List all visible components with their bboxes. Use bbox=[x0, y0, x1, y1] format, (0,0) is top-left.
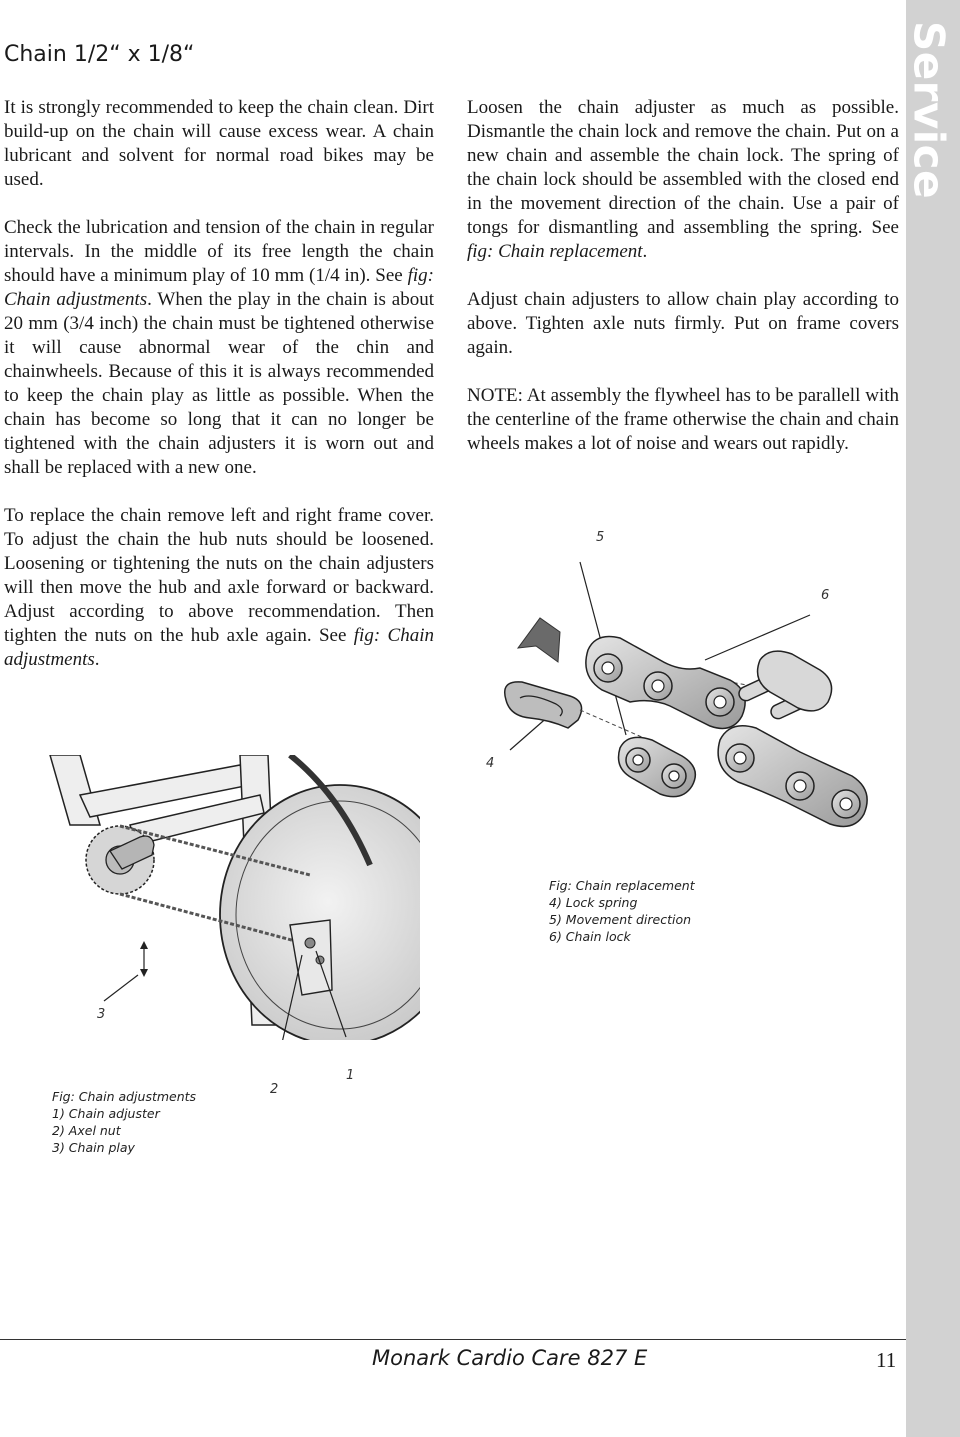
chain-adjustments-figure bbox=[40, 755, 420, 1040]
figure-reference-link[interactable]: fig: Chain adjustments bbox=[4, 625, 434, 670]
callout-number: 3 bbox=[97, 1007, 106, 1022]
paragraph-chain-replacement: Loosen the chain adjuster as much as possible. Dismantle the chain lock and remove the chain. Put on a new chain and assemble the chain lock. The spring of the chain lock should be assembled with the closed end in the movement direction of the chain. Use a pair of tongs for dismantling and assembling the spring. See fig: Chain replacement. bbox=[467, 97, 899, 262]
paragraph-chain-replace-intro: To replace the chain remove left and right frame cover. To adjust the chain the hub nuts should be loosened. Loosening or tightening the nuts on the chain adjusters will then move the hub and axle forward or backward. Adjust according to above recommendation. Then tighten the nuts on the hub axle again. See fig: Chain adjustments. bbox=[4, 505, 434, 670]
callout-number: 1 bbox=[346, 1068, 355, 1083]
paragraph-chain-cleaning: It is strongly recommended to keep the chain clean. Dirt build-up on the chain will cause excess wear. A chain lubricant and solvent for normal road bikes may be used. bbox=[4, 97, 434, 190]
chain-adjustments-caption: Fig: Chain adjustments 1) Chain adjuster 2) Axel nut 3) Chain play bbox=[52, 1089, 197, 1155]
left-column bbox=[4, 96, 434, 696]
callout-number: 6 bbox=[821, 588, 830, 603]
figure-reference-link[interactable]: fig: Chain replacement bbox=[467, 241, 643, 262]
section-sidebar bbox=[906, 0, 960, 1437]
chain-replacement-caption: Fig: Chain replacement 4) Lock spring 5) Movement direction 6) Chain lock bbox=[549, 878, 695, 944]
footer-product-title: Monark Cardio Care 827 E bbox=[372, 1346, 648, 1370]
figure-reference-link[interactable]: fig: Chain adjustments bbox=[4, 265, 434, 310]
page-number: 11 bbox=[876, 1348, 897, 1372]
callout-number: 2 bbox=[270, 1082, 279, 1097]
section-tab-label: Service bbox=[904, 20, 954, 200]
right-column bbox=[467, 96, 899, 480]
paragraph-flywheel-note: NOTE: At assembly the flywheel has to be parallell with the centerline of the frame otherwise the chain and chain wheels makes a lot of noise and wears out rapidly. bbox=[467, 385, 899, 454]
footer-divider bbox=[0, 1339, 906, 1340]
section-title: Chain 1/2“ x 1/8“ bbox=[4, 42, 195, 67]
chain-replacement-figure bbox=[470, 520, 890, 880]
paragraph-chain-tension: Check the lubrication and tension of the chain in regular intervals. In the middle of its free length the chain should have a minimum play of 10 mm (1/4 in). See fig: Chain adjustments. When the play in the chain is about 20 mm (3/4 inch) the chain must be tightened otherwise it will cause abnormal wear of the chin and chainwheels. Because of this it is always recommended to keep the chain play as little as possible. When the chain has become so long that it can no longer be tightened with the chain adjusters it is worn out and shall be replaced with a new one. bbox=[4, 217, 434, 478]
callout-number: 5 bbox=[596, 530, 605, 545]
callout-number: 4 bbox=[486, 756, 495, 771]
paragraph-adjust-chain: Adjust chain adjusters to allow chain play according to above. Tighten axle nuts firmly. Put on frame covers again. bbox=[467, 289, 899, 358]
